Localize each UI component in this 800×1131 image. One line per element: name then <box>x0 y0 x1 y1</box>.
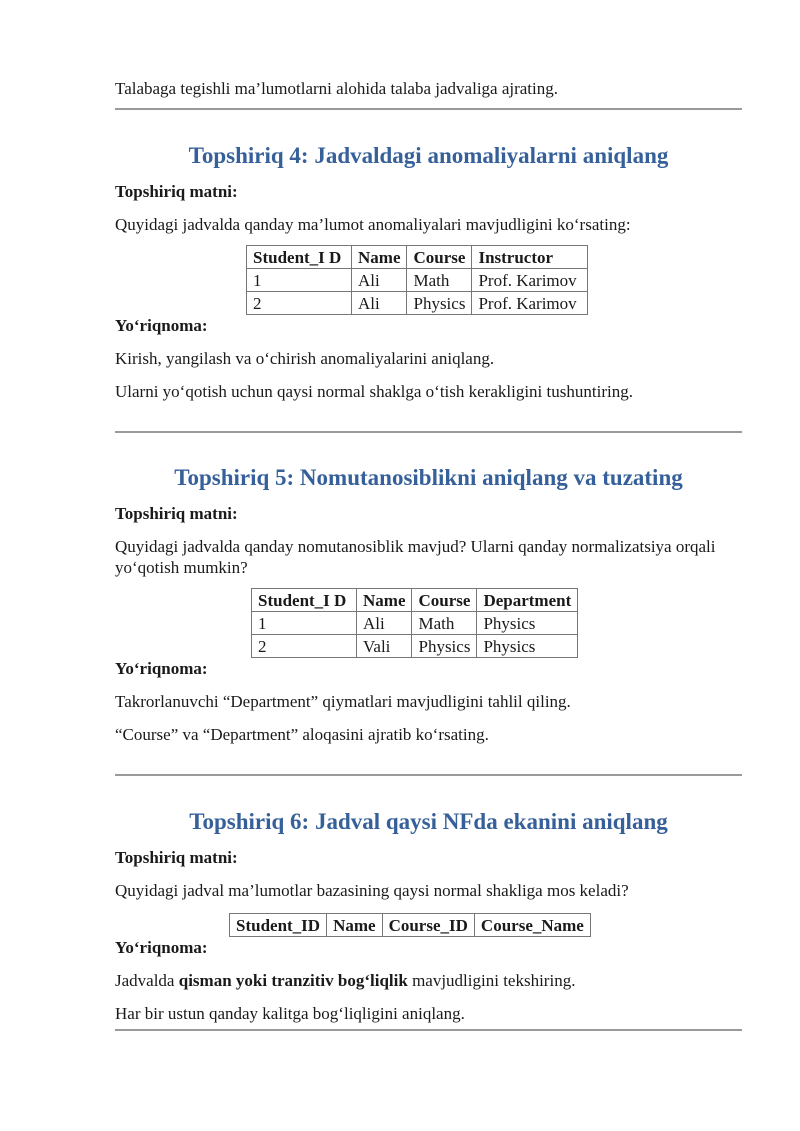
hint-text-post: mavjudligini tekshiring. <box>407 971 576 990</box>
section-title: Topshiriq 6: Jadval qaysi NFda ekanini aniqlang <box>189 809 668 834</box>
task-text: Quyidagi jadvalda qanday ma’lumot anomaliyalari mavjudligini ko‘rsating: <box>115 215 631 234</box>
section-task-4 <box>115 142 742 402</box>
table-header: Course <box>407 246 472 269</box>
table-header: Student_I D <box>252 589 357 612</box>
table-row <box>252 635 578 658</box>
task-label: Topshiriq matni: <box>115 848 238 867</box>
table-header: Name <box>357 589 412 612</box>
table-row <box>247 269 588 292</box>
table-header: Student_I D <box>247 246 352 269</box>
task-label: Topshiriq matni: <box>115 504 238 523</box>
data-table <box>251 588 578 658</box>
table-header: Student_ID <box>230 914 327 937</box>
table-header: Course <box>412 589 477 612</box>
section-title: Topshiriq 5: Nomutanosiblikni aniqlang va tuzating <box>174 465 683 490</box>
hint-text: Har bir ustun qanday kalitga bog‘liqligini aniqlang. <box>115 1004 465 1023</box>
table-cell: 2 <box>247 292 352 315</box>
hint-text: “Course” va “Department” aloqasini ajratib ko‘rsating. <box>115 725 489 744</box>
divider <box>115 431 742 433</box>
intro-text: Talabaga tegishli ma’lumotlarni alohida talaba jadvaliga ajrating. <box>115 79 559 98</box>
table-header: Department <box>477 589 578 612</box>
hint-text: Kirish, yangilash va o‘chirish anomaliyalarini aniqlang. <box>115 349 495 368</box>
table-header-row <box>252 589 578 612</box>
table-cell: Math <box>412 612 477 635</box>
table-cell: Physics <box>477 635 578 658</box>
table-cell: Prof. Karimov <box>472 292 588 315</box>
table-header-row <box>247 246 588 269</box>
table-header: Name <box>327 914 382 937</box>
table-header: Name <box>352 246 407 269</box>
table-cell: Ali <box>357 612 412 635</box>
table-header-row <box>230 914 591 937</box>
data-table <box>246 245 588 315</box>
table-row <box>247 292 588 315</box>
divider <box>115 108 742 110</box>
table-cell: Vali <box>357 635 412 658</box>
data-table <box>229 913 591 937</box>
hint-label: Yo‘riqnoma: <box>115 659 208 678</box>
table-cell: Physics <box>412 635 477 658</box>
table-cell: 2 <box>252 635 357 658</box>
table-cell: Ali <box>352 292 407 315</box>
table-header: Course_Name <box>474 914 590 937</box>
table-cell: Physics <box>477 612 578 635</box>
table-cell: Ali <box>352 269 407 292</box>
table-cell: Prof. Karimov <box>472 269 588 292</box>
table-cell: Math <box>407 269 472 292</box>
divider <box>115 774 742 776</box>
divider <box>115 1029 742 1031</box>
hint-text <box>115 970 742 991</box>
table-header: Course_ID <box>382 914 474 937</box>
table-cell: 1 <box>247 269 352 292</box>
section-task-5 <box>115 464 742 745</box>
section-task-6 <box>115 808 742 1024</box>
section-title: Topshiriq 4: Jadvaldagi anomaliyalarni aniqlang <box>188 143 669 168</box>
table-cell: 1 <box>252 612 357 635</box>
hint-label: Yo‘riqnoma: <box>115 316 208 335</box>
table-header: Instructor <box>472 246 588 269</box>
table-cell: Physics <box>407 292 472 315</box>
task-label: Topshiriq matni: <box>115 182 238 201</box>
hint-label: Yo‘riqnoma: <box>115 938 208 957</box>
hint-text: Takrorlanuvchi “Department” qiymatlari mavjudligini tahlil qiling. <box>115 692 571 711</box>
table-row <box>252 612 578 635</box>
hint-text-bold: qisman yoki tranzitiv bog‘liqlik <box>178 971 408 990</box>
hint-text-pre: Jadvalda <box>115 971 179 990</box>
task-text: Quyidagi jadval ma’lumotlar bazasining qaysi normal shakliga mos keladi? <box>115 881 629 900</box>
hint-text: Ularni yo‘qotish uchun qaysi normal shaklga o‘tish kerakligini tushuntiring. <box>115 382 633 401</box>
task-text: Quyidagi jadvalda qanday nomutanosiblik mavjud? Ularni qanday normalizatsiya orqali yo‘qotish mumkin? <box>115 537 716 577</box>
